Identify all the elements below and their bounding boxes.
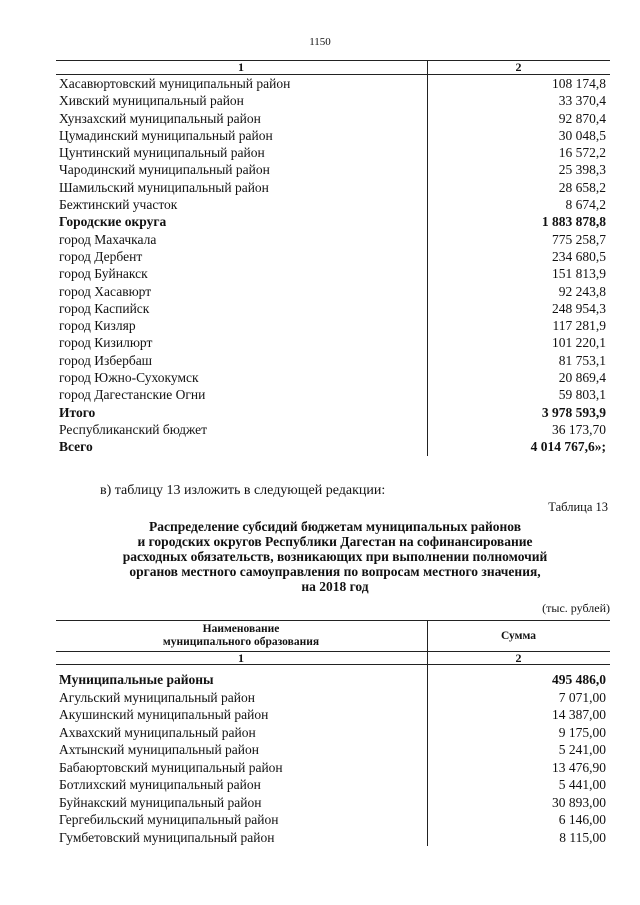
row-name: город Избербаш	[59, 352, 153, 368]
table-row	[56, 671, 610, 689]
table-row	[56, 438, 610, 455]
table-column-titles	[56, 621, 610, 652]
table-row	[56, 369, 610, 386]
row-value: 5 241,00	[428, 741, 611, 759]
table-row	[56, 179, 610, 196]
row-name: Шамильский муниципальный район	[59, 179, 269, 195]
amendment-paragraph: в) таблицу 13 изложить в следующей редакции:	[100, 483, 386, 498]
row-name: Муниципальные районы	[59, 672, 214, 688]
row-value: 92 870,4	[428, 110, 611, 127]
row-name: Хасавюртовский муниципальный район	[59, 76, 291, 91]
row-name: город Каспийск	[59, 300, 150, 316]
row-value: 1 883 878,8	[428, 213, 611, 230]
table-header-row	[56, 61, 610, 75]
row-name: город Кизляр	[59, 318, 136, 334]
table-row	[56, 352, 610, 369]
row-value: 7 071,00	[428, 689, 611, 707]
caption-line: и городских округов Республики Дагестан на софинансирование	[137, 534, 533, 549]
row-value: 14 387,00	[428, 706, 611, 724]
table-row	[56, 829, 610, 847]
row-name: город Дагестанские Огни	[59, 387, 206, 403]
table-header-row	[56, 652, 610, 665]
row-value: 8 115,00	[428, 829, 611, 847]
row-value: 25 398,3	[428, 161, 611, 178]
row-value: 108 174,8	[428, 75, 611, 93]
row-value: 8 674,2	[428, 196, 611, 213]
header-name-cell	[56, 621, 428, 652]
column-number-1: 1	[56, 652, 428, 665]
column-number-2: 2	[428, 652, 611, 665]
row-value: 81 753,1	[428, 352, 611, 369]
table-row	[56, 144, 610, 161]
table-row	[56, 248, 610, 265]
row-value: 151 813,9	[428, 265, 611, 282]
row-name: Агульский муниципальный район	[59, 689, 255, 705]
row-name: город Южно-Сухокумск	[59, 370, 199, 386]
row-name: город Кизилюрт	[59, 335, 153, 351]
row-value: 775 258,7	[428, 231, 611, 248]
caption-line: на 2018 год	[301, 579, 369, 594]
row-value: 3 978 593,9	[428, 404, 611, 421]
row-name: Бабаюртовский муниципальный район	[59, 759, 283, 775]
row-value: 6 146,00	[428, 811, 611, 829]
table-row	[56, 386, 610, 403]
caption-line: органов местного самоуправления по вопросам местного значения,	[129, 564, 541, 579]
table-row	[56, 421, 610, 438]
page-number: 1150	[309, 36, 331, 48]
row-name: Городские округа	[59, 214, 167, 230]
row-name: Цунтинский муниципальный район	[59, 145, 265, 161]
row-value: 9 175,00	[428, 724, 611, 742]
row-name: Цумадинский муниципальный район	[59, 127, 273, 143]
row-value: 30 893,00	[428, 794, 611, 812]
table-row	[56, 231, 610, 248]
caption-line: расходных обязательств, возникающих при выполнении полномочий	[122, 549, 548, 564]
row-name: Ахтынский муниципальный район	[59, 742, 259, 758]
row-value: 59 803,1	[428, 386, 611, 403]
row-value: 92 243,8	[428, 283, 611, 300]
caption-line: Распределение субсидий бюджетам муниципальных районов	[148, 519, 522, 534]
subsidy-table	[56, 620, 610, 846]
table-row	[56, 75, 610, 93]
table-row	[56, 110, 610, 127]
row-value: 248 954,3	[428, 300, 611, 317]
row-value: 101 220,1	[428, 334, 611, 351]
row-name: Хунзахский муниципальный район	[59, 110, 261, 126]
row-name: Гумбетовский муниципальный район	[59, 829, 275, 845]
table-caption	[60, 519, 610, 594]
header-sum-cell: Сумма	[428, 621, 611, 652]
table-label: Таблица 13	[548, 500, 608, 514]
row-name: Ботлихский муниципальный район	[59, 777, 261, 793]
row-value: 36 173,70	[428, 421, 611, 438]
budget-table-continued	[56, 60, 610, 456]
table-row	[56, 689, 610, 707]
row-name: Ахвахский муниципальный район	[59, 724, 256, 740]
table-row	[56, 811, 610, 829]
header-name-line: муниципального образования	[162, 636, 320, 648]
row-name: город Буйнакск	[59, 266, 148, 282]
row-value: 28 658,2	[428, 179, 611, 196]
row-name: Республиканский бюджет	[59, 421, 208, 437]
row-value: 5 441,00	[428, 776, 611, 794]
table-row	[56, 317, 610, 334]
row-value: 33 370,4	[428, 92, 611, 109]
table-row	[56, 300, 610, 317]
row-value: 4 014 767,6»;	[428, 438, 611, 455]
row-name: Хивский муниципальный район	[59, 93, 244, 109]
column-number-1: 1	[56, 61, 428, 75]
row-value: 30 048,5	[428, 127, 611, 144]
row-value: 234 680,5	[428, 248, 611, 265]
table-row	[56, 776, 610, 794]
table-row	[56, 283, 610, 300]
table-row	[56, 213, 610, 230]
row-name: город Хасавюрт	[59, 283, 152, 299]
table-row	[56, 196, 610, 213]
row-name: Итого	[59, 404, 96, 420]
table-row	[56, 127, 610, 144]
row-value: 117 281,9	[428, 317, 611, 334]
table-row	[56, 161, 610, 178]
table-row	[56, 92, 610, 109]
row-value: 16 572,2	[428, 144, 611, 161]
row-name: Всего	[59, 439, 93, 455]
table-row	[56, 759, 610, 777]
row-name: Бежтинский участок	[59, 197, 178, 213]
table-row	[56, 741, 610, 759]
row-value: 13 476,90	[428, 759, 611, 777]
row-name: Буйнакский муниципальный район	[59, 794, 262, 810]
table-row	[56, 265, 610, 282]
row-name: Акушинский муниципальный район	[59, 707, 269, 723]
row-name: город Дербент	[59, 248, 143, 264]
header-name-line: Наименование	[202, 623, 280, 635]
row-value: 495 486,0	[428, 671, 611, 689]
table-row	[56, 706, 610, 724]
table-row	[56, 334, 610, 351]
row-name: Гергебильский муниципальный район	[59, 812, 279, 828]
row-value: 20 869,4	[428, 369, 611, 386]
row-name: город Махачкала	[59, 231, 157, 247]
table-row	[56, 794, 610, 812]
table-row	[56, 404, 610, 421]
units-note: (тыс. рублей)	[542, 601, 610, 615]
table-row	[56, 724, 610, 742]
column-number-2: 2	[428, 61, 611, 75]
row-name: Чародинский муниципальный район	[59, 162, 270, 178]
